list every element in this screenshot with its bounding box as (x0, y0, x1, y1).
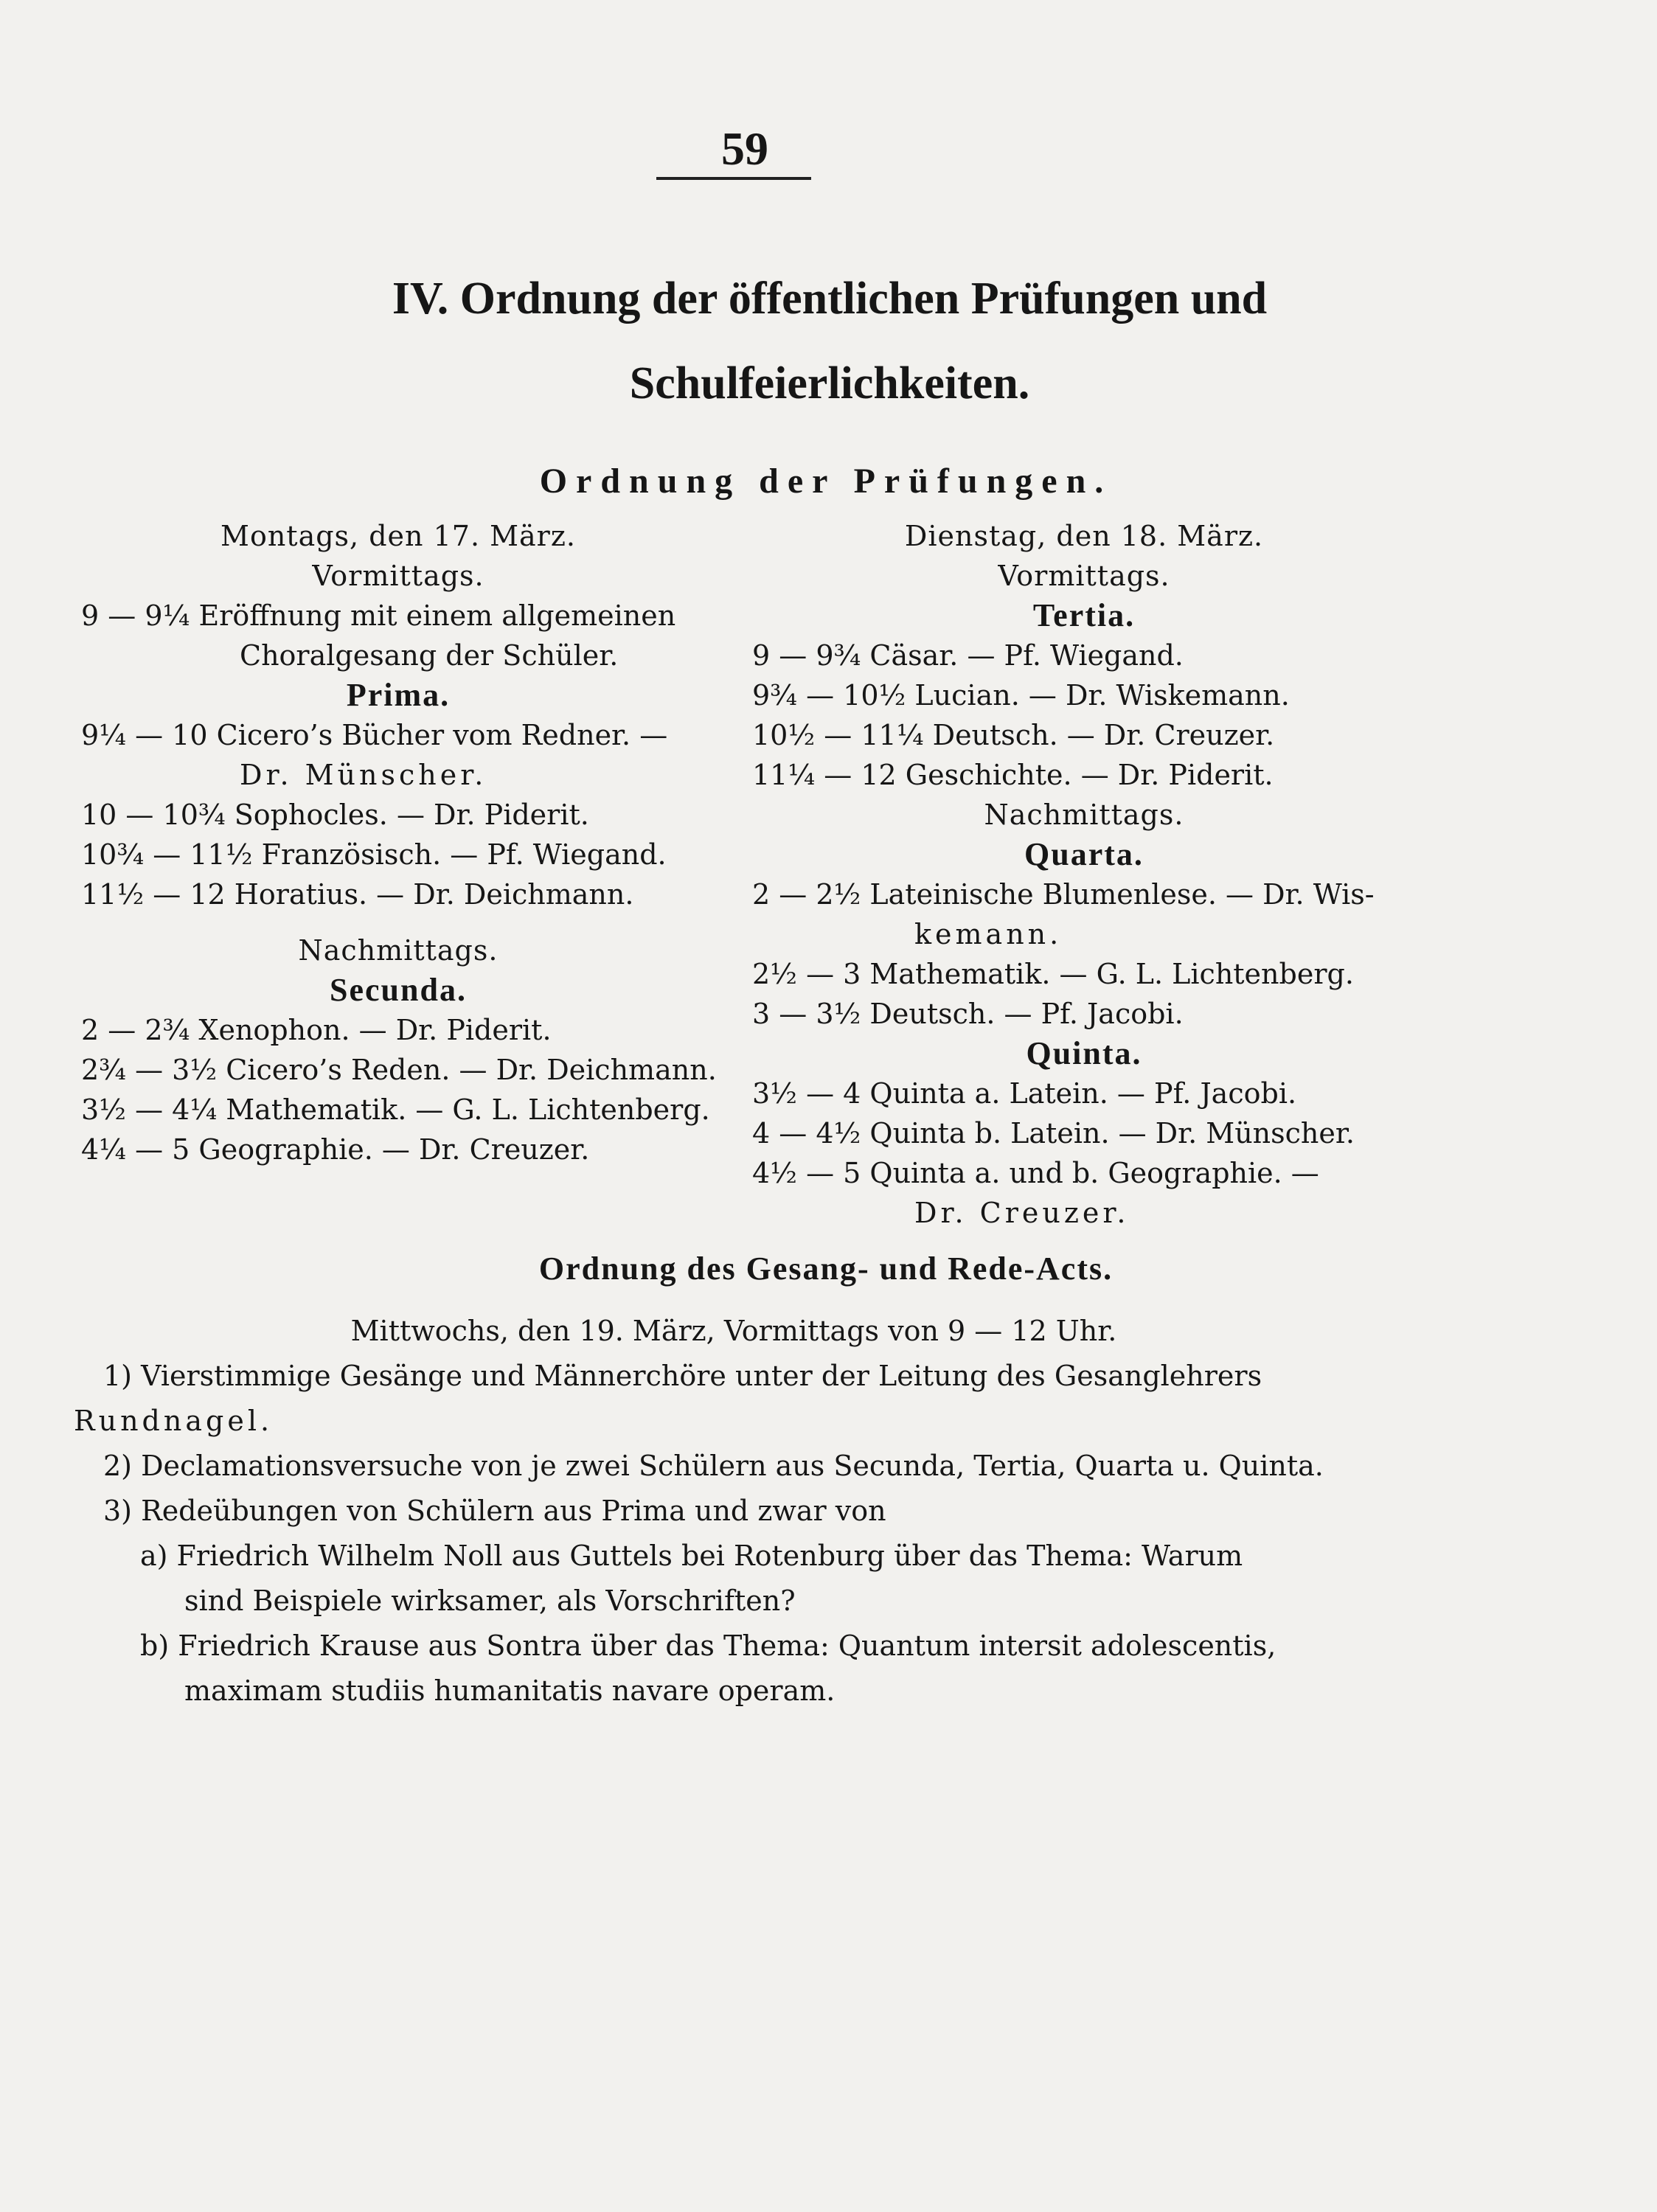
quinta-entry-1: 3½ — 4 Quinta a. Latein. — Pf. Jacobi. (752, 1077, 1297, 1110)
quarta-entry-3: 3 — 3½ Deutsch. — Pf. Jacobi. (752, 998, 1184, 1030)
secunda-entry-1: 2 — 2¾ Xenophon. — Dr. Piderit. (81, 1014, 552, 1046)
section-title-line1: IV. Ordnung der öffentlichen Prüfungen und (392, 274, 1268, 324)
act-item-1: 1) Vierstimmige Gesänge und Männerchöre unter der Leitung des Gesanglehrers (103, 1360, 1262, 1392)
tuesday-afternoon: Nachmittags. (984, 799, 1184, 831)
tuesday-day: Dienstag, den 18. März. (904, 520, 1264, 552)
opening-text-1: Eröffnung mit einem allgemeinen (198, 599, 676, 632)
prima-entry-2: 10 — 10¾ Sophocles. — Dr. Piderit. (81, 799, 589, 831)
monday-morning: Vormittags. (312, 560, 484, 592)
secunda-entry-2: 2¾ — 3½ Cicero’s Reden. — Dr. Deichmann. (81, 1054, 717, 1086)
tertia-heading: Tertia. (1032, 597, 1136, 633)
act-sub-a: a) Friedrich Wilhelm Noll aus Guttels bei Rotenburg über das Thema: Warum (140, 1540, 1243, 1572)
prima-heading: Prima. (346, 677, 451, 713)
secunda-heading: Secunda. (330, 972, 467, 1008)
page-number: 59 (721, 122, 768, 175)
monday-column (81, 516, 715, 1169)
tertia-entry-1: 9 — 9¾ Cäsar. — Pf. Wiegand. (752, 639, 1184, 672)
act-sub-b: b) Friedrich Krause aus Sontra über das Thema: Quantum intersit adolescentis, (140, 1630, 1276, 1662)
tertia-entry-4: 11¼ — 12 Geschichte. — Dr. Piderit. (752, 759, 1274, 791)
prima-entry-1-time: 9¼ — 10 (81, 719, 208, 751)
act-item-1-cont: Rundnagel. (74, 1405, 274, 1437)
act-date: Mittwochs, den 19. März, Vormittags von 9 — 12 Uhr. (350, 1315, 1117, 1347)
opening-time: 9 — 9¼ (81, 599, 190, 632)
section-title-line2: Schulfeierlichkeiten. (629, 358, 1030, 408)
tuesday-column (752, 516, 1416, 1233)
prima-entry-4: 11½ — 12 Horatius. — Dr. Deichmann. (81, 878, 634, 911)
prima-entry-1 (81, 715, 715, 755)
quarta-entry-1-cont: kemann. (914, 918, 1063, 950)
quinta-entry-2: 4 — 4½ Quinta b. Latein. — Dr. Münscher. (752, 1117, 1355, 1150)
quinta-heading: Quinta. (1026, 1035, 1142, 1071)
monday-afternoon: Nachmittags. (298, 934, 499, 967)
quarta-heading: Quarta. (1024, 836, 1144, 872)
page-number-rule (656, 177, 811, 180)
quarta-entry-1: 2 — 2½ Lateinische Blumenlese. — Dr. Wis- (752, 878, 1375, 911)
tertia-entry-3: 10½ — 11¼ Deutsch. — Dr. Creuzer. (752, 719, 1275, 751)
act-body (74, 1309, 1394, 1714)
monday-day: Montags, den 17. März. (220, 520, 576, 552)
quarta-entry-2: 2½ — 3 Mathematik. — G. L. Lichtenberg. (752, 958, 1354, 990)
tertia-entry-2: 9¾ — 10½ Lucian. — Dr. Wiskemann. (752, 679, 1290, 712)
exams-heading: Ordnung der Prüfungen. (539, 462, 1113, 501)
act-item-3: 3) Redeübungen von Schülern aus Prima und zwar von (103, 1495, 886, 1527)
quinta-entry-3: 4½ — 5 Quinta a. und b. Geographie. — (752, 1157, 1319, 1189)
opening-text-2: Choralgesang der Schüler. (240, 639, 619, 672)
secunda-entry-3: 3½ — 4¼ Mathematik. — G. L. Lichtenberg. (81, 1093, 710, 1126)
act-sub-b-cont: maximam studiis humanitatis navare operam. (184, 1674, 836, 1707)
act-item-2: 2) Declamationsversuche von je zwei Schülern aus Secunda, Tertia, Quarta u. Quinta. (103, 1450, 1324, 1482)
act-heading: Ordnung des Gesang- und Rede-Acts. (538, 1251, 1114, 1287)
opening-entry (81, 596, 715, 636)
quinta-entry-3-cont: Dr. Creuzer. (914, 1197, 1130, 1229)
secunda-entry-4: 4¼ — 5 Geographie. — Dr. Creuzer. (81, 1133, 590, 1166)
act-sub-a-cont: sind Beispiele wirksamer, als Vorschriften? (184, 1585, 796, 1617)
tuesday-morning: Vormittags. (998, 560, 1170, 592)
prima-entry-1-teacher: Dr. Münscher. (240, 759, 487, 791)
prima-entry-3: 10¾ — 11½ Französisch. — Pf. Wiegand. (81, 838, 667, 871)
prima-entry-1-text: Cicero’s Bücher vom Redner. — (216, 719, 668, 751)
